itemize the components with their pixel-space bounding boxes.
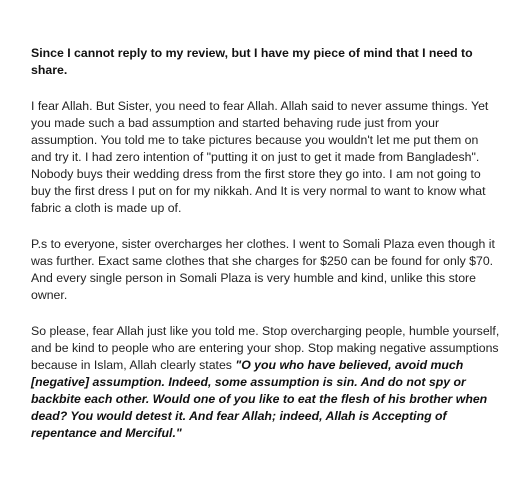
quran-quote: "O you who have believed, avoid much [negative] assumption. Indeed, some assumption is sin. And do not spy or backbite each other. Would one of you like to eat the flesh of his brother when dead? You would detest it. And fear Allah; indeed, Allah is Accepting of repentance and Merciful." (31, 358, 488, 440)
closing-text: So please, fear Allah just like you told me. Stop overcharging people, humble yourself, and be kind to people who are entering your shop. Stop making negative assumptions because in Islam, Allah clearly states (31, 324, 500, 372)
paragraph-overcharges: P.s to everyone, sister overcharges her clothes. I went to Somali Plaza even though it was further. Exact same clothes that she charges for $250 can be found for only $70. And every single person in Somali Plaza is very humble and kind, unlike this store owner. (31, 237, 495, 302)
review-reply-document (31, 45, 501, 461)
document-heading: Since I cannot reply to my review, but I have my piece of mind that I need to share. (31, 46, 473, 77)
paragraph-fear-allah: I fear Allah. But Sister, you need to fear Allah. Allah said to never assume things. Yet you made such a bad assumption and started behaving rude just from your assumption. You told me to take pictures because you wouldn't let me put them on and try it. I had zero intention of "putting it on just to get it made from Bangladesh". Nobody buys their wedding dress from the first store they go into. I am not going to buy the first dress I put on for my nikkah. And It is very normal to want to know what fabric a cloth is made up of. (31, 99, 489, 215)
paragraph-closing (31, 323, 501, 442)
